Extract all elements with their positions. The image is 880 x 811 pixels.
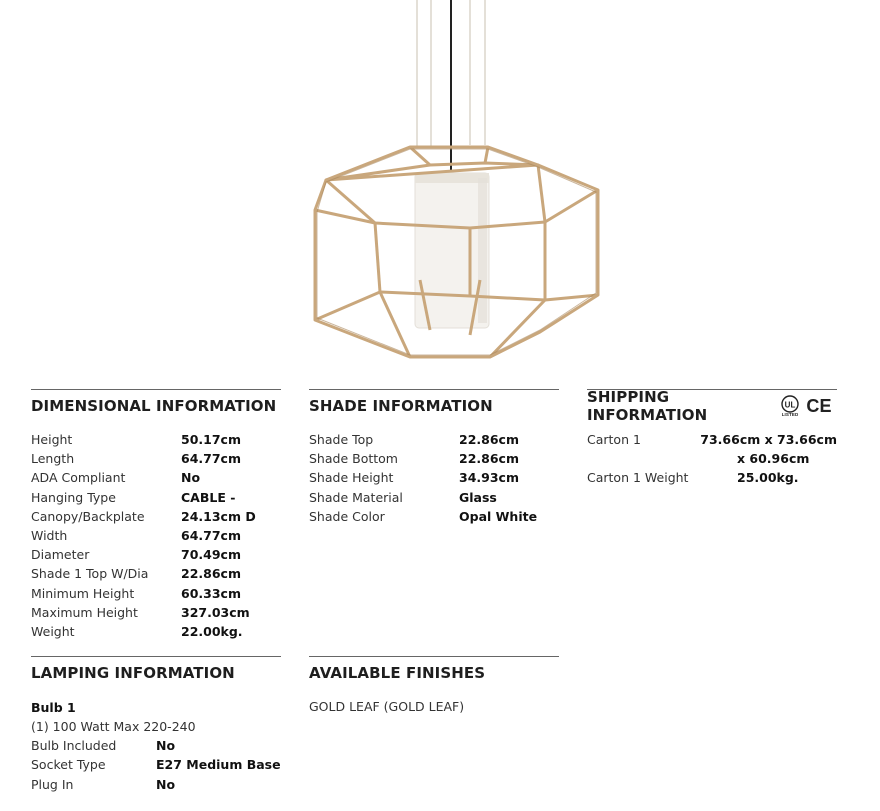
spec-value: 64.77cm — [181, 451, 241, 467]
finishes-section — [309, 656, 559, 716]
pendant-lamp-image — [300, 0, 610, 370]
finish-item: GOLD LEAF (GOLD LEAF) — [309, 699, 465, 715]
spec-label: Socket Type — [31, 757, 106, 773]
lamping-section — [31, 656, 281, 794]
spec-row — [31, 488, 281, 507]
spec-label: Shade Color — [309, 508, 385, 524]
spec-row — [31, 584, 281, 603]
spec-row — [31, 603, 281, 622]
spec-row — [31, 430, 281, 449]
spec-row — [31, 775, 281, 794]
spec-row — [309, 430, 559, 449]
section-title: SHIPPING INFORMATION — [587, 388, 708, 424]
shipping-section — [587, 389, 837, 488]
section-title: DIMENSIONAL INFORMATION — [31, 397, 277, 415]
ul-listed-label: LISTED — [781, 412, 799, 417]
spec-row — [31, 468, 281, 487]
spec-row — [31, 755, 281, 774]
spec-label: Shade 1 Top W/Dia — [31, 566, 149, 582]
spec-value: 24.13cm D — [181, 508, 256, 524]
spec-row — [31, 564, 281, 583]
spec-label: Width — [31, 528, 68, 544]
ul-ce-logo — [779, 395, 837, 417]
spec-row — [309, 449, 559, 468]
ce-mark: CE — [806, 396, 832, 416]
spec-label: Shade Bottom — [309, 451, 398, 467]
spec-label: Shade Material — [309, 489, 403, 505]
spec-row — [587, 468, 837, 487]
spec-row — [31, 526, 281, 545]
spec-row — [309, 507, 559, 526]
spec-label: Maximum Height — [31, 604, 138, 620]
spec-value: CABLE - — [181, 489, 236, 505]
spec-value: 22.86cm — [459, 451, 519, 467]
spec-label: ADA Compliant — [31, 470, 126, 486]
spec-label: Carton 1 Weight — [587, 470, 689, 486]
spec-value: No — [181, 470, 201, 486]
spec-label: Hanging Type — [31, 489, 116, 505]
spec-value: No — [156, 738, 176, 754]
spec-value: Opal White — [459, 508, 538, 524]
spec-row — [587, 449, 837, 468]
spec-label: Height — [31, 432, 73, 448]
spec-value: 50.17cm — [181, 432, 241, 448]
spec-list — [31, 736, 281, 794]
spec-label: Weight — [31, 623, 75, 639]
spec-row — [31, 507, 281, 526]
shade-top — [415, 173, 489, 183]
dimensional-section — [31, 389, 281, 641]
spec-value: 25.00kg. — [737, 470, 799, 486]
spec-label: Bulb Included — [31, 738, 117, 754]
spec-label: Shade Height — [309, 470, 394, 486]
spec-label: Plug In — [31, 776, 74, 792]
bulb-title: Bulb 1 — [31, 699, 76, 715]
certification-marks — [779, 395, 837, 417]
spec-value: x 60.96cm — [737, 451, 810, 467]
spec-value: No — [156, 776, 176, 792]
spec-row — [309, 488, 559, 507]
section-title: LAMPING INFORMATION — [31, 664, 235, 682]
spec-value: Glass — [459, 489, 497, 505]
bulb-description: (1) 100 Watt Max 220-240 — [31, 719, 196, 735]
spec-label: Minimum Height — [31, 585, 135, 601]
spec-row — [31, 622, 281, 641]
shade-section — [309, 389, 559, 526]
spec-label: Length — [31, 451, 75, 467]
spec-label: Diameter — [31, 547, 90, 563]
spec-value: 70.49cm — [181, 547, 241, 563]
spec-value: 327.03cm — [181, 604, 250, 620]
spec-row — [31, 449, 281, 468]
spec-label: Carton 1 — [587, 432, 641, 448]
spec-row — [31, 736, 281, 755]
spec-list — [309, 430, 559, 526]
finish-list — [309, 697, 559, 716]
spec-label: Canopy/Backplate — [31, 508, 145, 524]
spec-list — [587, 430, 837, 488]
spec-value: 60.33cm — [181, 585, 241, 601]
spec-value: 22.00kg. — [181, 623, 243, 639]
ul-mark: UL — [784, 400, 796, 410]
spec-value: 22.86cm — [459, 432, 519, 448]
spec-row — [31, 545, 281, 564]
spec-value: 34.93cm — [459, 470, 519, 486]
section-title: AVAILABLE FINISHES — [309, 664, 486, 682]
spec-value: E27 Medium Base — [156, 757, 281, 773]
spec-row — [587, 430, 837, 449]
spec-label: Shade Top — [309, 432, 374, 448]
spec-row — [309, 468, 559, 487]
section-title-row — [587, 388, 837, 424]
spec-value: 22.86cm — [181, 566, 241, 582]
spec-value: 73.66cm x 73.66cm — [700, 432, 837, 448]
spec-list — [31, 430, 281, 641]
section-title: SHADE INFORMATION — [309, 397, 493, 415]
spec-value: 64.77cm — [181, 528, 241, 544]
